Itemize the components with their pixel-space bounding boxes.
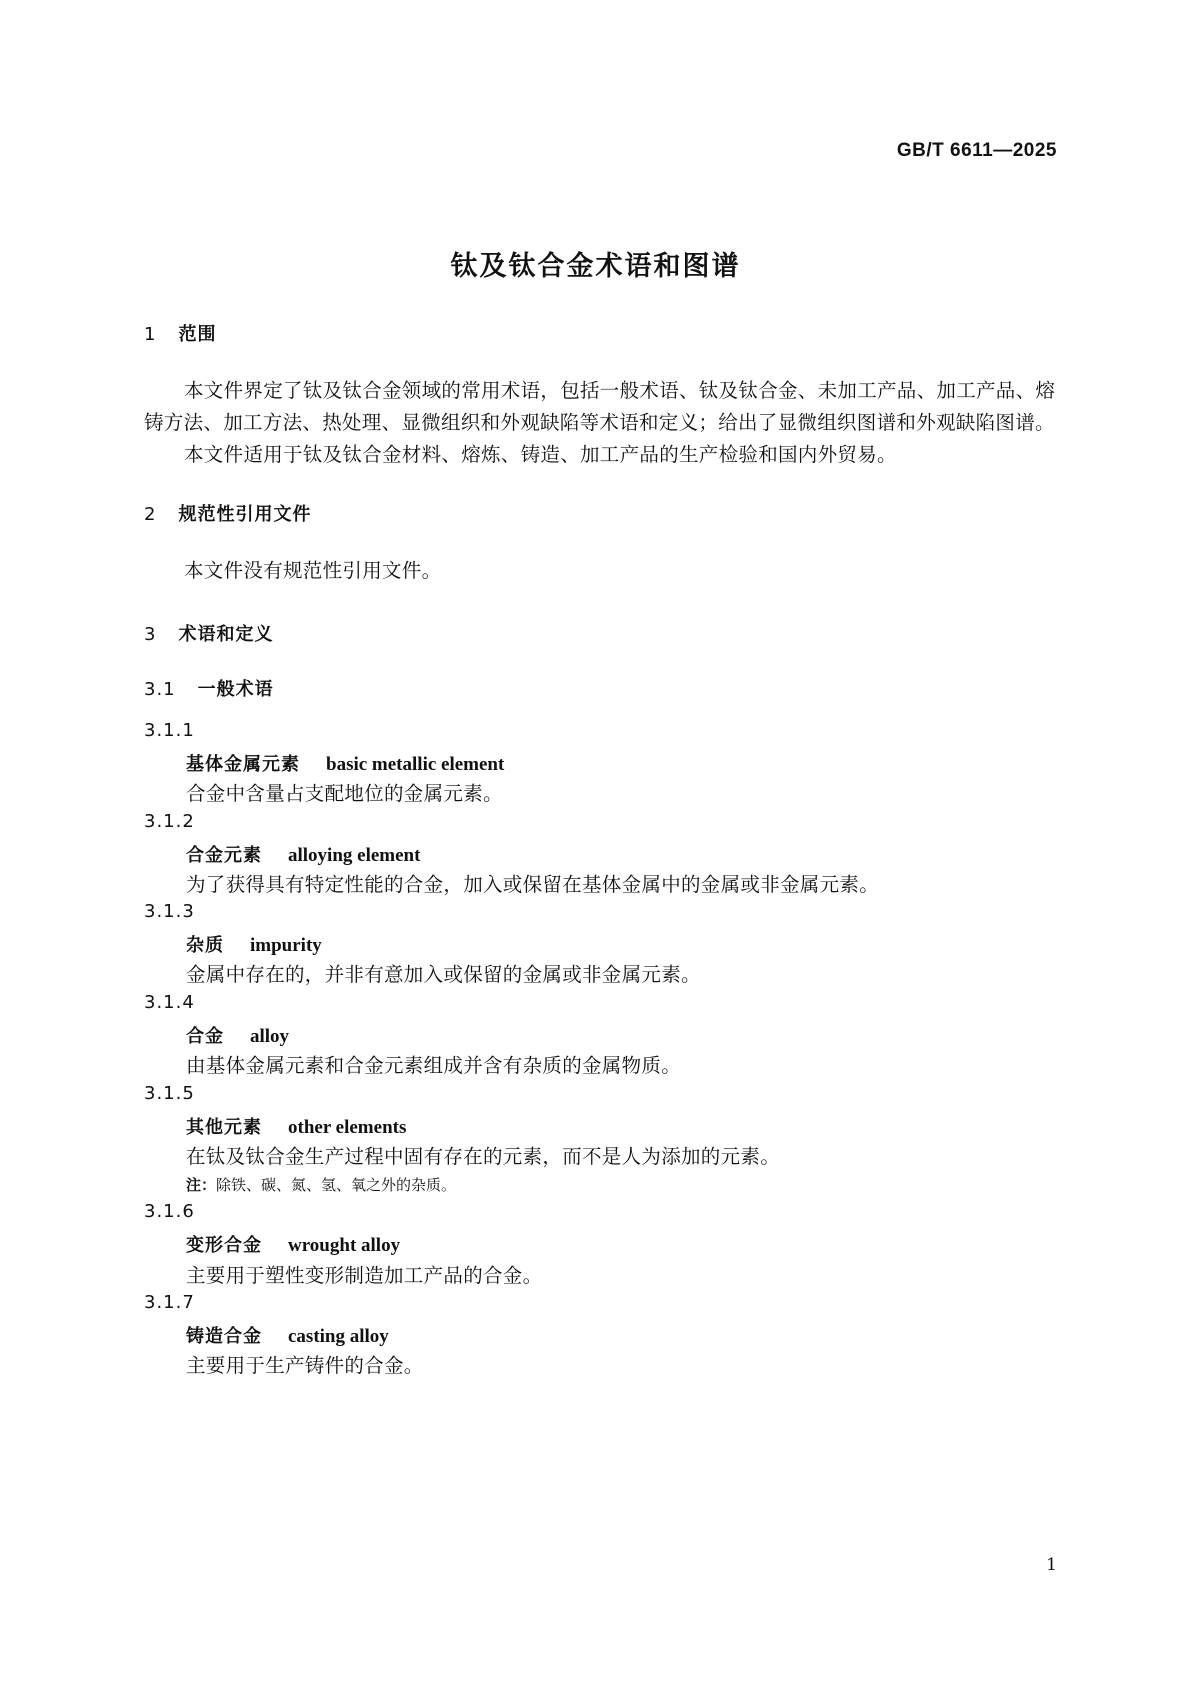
term-entry-number: 3.1.6 [144, 1201, 195, 1222]
term-note [186, 1174, 456, 1195]
term-heading [186, 750, 504, 776]
term-en: impurity [250, 935, 322, 956]
section-1-heading [144, 320, 216, 346]
term-zh: 变形合金 [186, 1235, 262, 1256]
page-number: 1 [1046, 1555, 1057, 1575]
section-2-paragraph [144, 555, 1064, 587]
term-en: alloy [250, 1026, 290, 1047]
document-code: GB/T 6611—2025 [896, 140, 1057, 161]
term-definition: 由基体金属元素和合金元素组成并含有杂质的金属物质。 [186, 1054, 682, 1077]
section-1-paragraph [144, 375, 1064, 471]
term-entry-number: 3.1.3 [144, 901, 195, 922]
term-en: other elements [288, 1117, 407, 1138]
term-heading [186, 1322, 389, 1348]
term-zh: 其他元素 [186, 1117, 262, 1138]
section-number: 1 [144, 324, 157, 345]
term-entry-number: 3.1.1 [144, 720, 195, 741]
section-3-heading [144, 620, 273, 646]
term-entry-number: 3.1.4 [144, 992, 195, 1013]
term-heading [186, 841, 420, 867]
term-en: alloying element [288, 845, 421, 866]
term-heading [186, 931, 322, 957]
section-title: 规范性引用文件 [178, 504, 312, 525]
term-entry-number: 3.1.2 [144, 811, 195, 832]
term-en: casting alloy [288, 1326, 389, 1347]
note-text: 除铁、碳、氮、氢、氧之外的杂质。 [216, 1176, 457, 1194]
section-number: 2 [144, 504, 157, 525]
document-title: 钛及钛合金术语和图谱 [450, 251, 741, 282]
term-definition: 合金中含量占支配地位的金属元素。 [186, 782, 503, 805]
term-definition: 金属中存在的，并非有意加入或保留的金属或非金属元素。 [186, 963, 701, 986]
term-definition: 主要用于生产铸件的合金。 [186, 1354, 424, 1377]
term-zh: 杂质 [186, 935, 224, 956]
term-en: basic metallic element [326, 754, 505, 775]
term-definition: 主要用于塑性变形制造加工产品的合金。 [186, 1264, 543, 1287]
term-definition: 在钛及钛合金生产过程中固有存在的元素，而不是人为添加的元素。 [186, 1145, 781, 1168]
paragraph-line: 铸方法、加工方法、热处理、显微组织和外观缺陷等术语和定义；给出了显微组织图谱和外观缺陷图谱。 [144, 411, 1055, 434]
section-number: 3.1 [144, 679, 176, 700]
term-en: wrought alloy [288, 1235, 401, 1256]
term-entry-number: 3.1.7 [144, 1292, 195, 1313]
section-3-1-heading [144, 675, 274, 701]
section-title: 术语和定义 [178, 624, 274, 645]
note-label: 注： [186, 1176, 217, 1194]
term-zh: 铸造合金 [186, 1326, 262, 1347]
term-entry-number: 3.1.5 [144, 1083, 195, 1104]
term-heading [186, 1022, 289, 1048]
term-zh: 合金元素 [186, 845, 262, 866]
section-title: 一般术语 [197, 679, 274, 700]
term-zh: 合金 [186, 1026, 224, 1047]
section-2-heading [144, 500, 311, 526]
section-title: 范围 [178, 324, 217, 345]
paragraph-line: 本文件适用于钛及钛合金材料、熔炼、铸造、加工产品的生产检验和国内外贸易。 [184, 443, 897, 466]
paragraph-line: 本文件没有规范性引用文件。 [184, 559, 442, 582]
term-zh: 基体金属元素 [186, 754, 300, 775]
term-definition: 为了获得具有特定性能的合金，加入或保留在基体金属中的金属或非金属元素。 [186, 873, 880, 896]
paragraph-line: 本文件界定了钛及钛合金领域的常用术语，包括一般术语、钛及钛合金、未加工产品、加工产品、熔 [184, 379, 1056, 402]
term-heading [186, 1113, 406, 1139]
section-number: 3 [144, 624, 157, 645]
term-heading [186, 1231, 400, 1257]
